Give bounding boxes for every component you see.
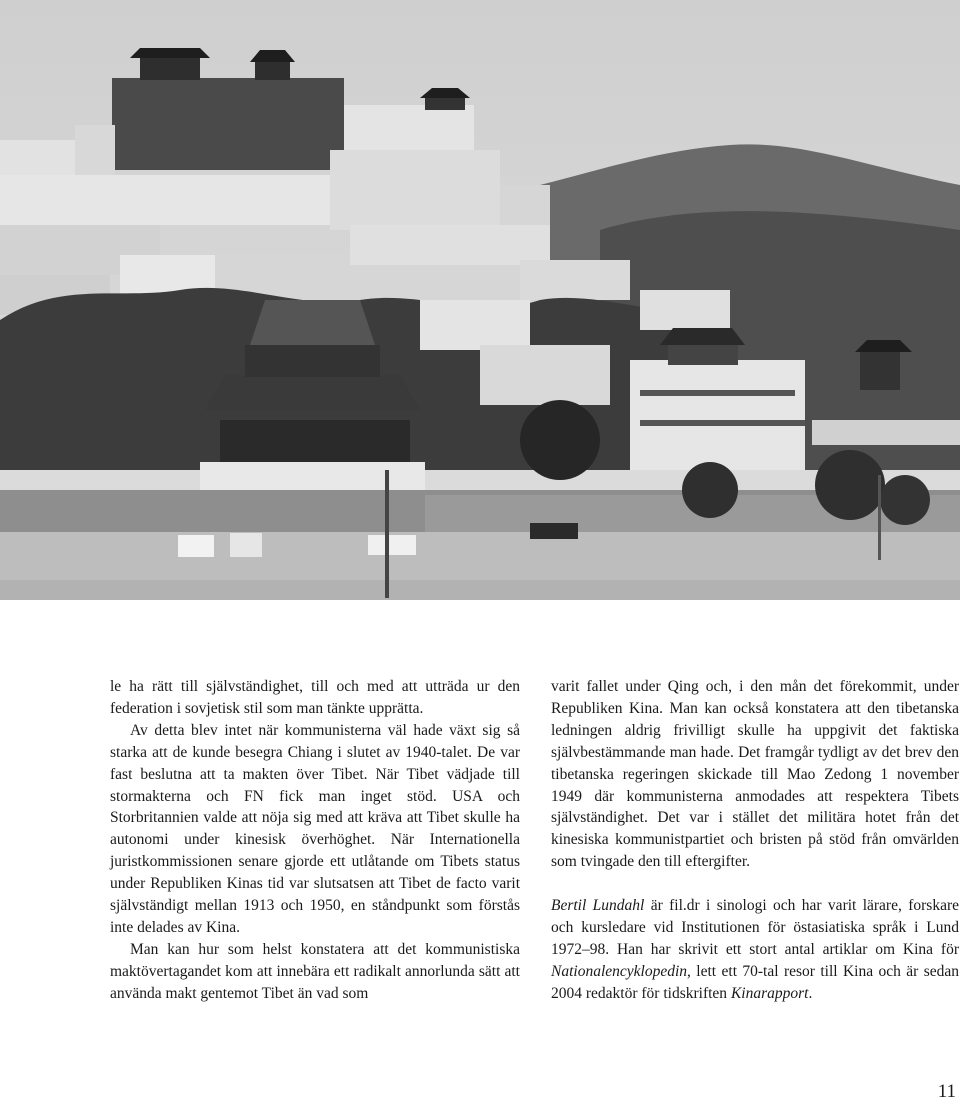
gate-pagoda	[220, 420, 410, 465]
publication-title: Kinarapport	[730, 984, 809, 1002]
right-temple	[630, 360, 805, 470]
publication-title: Nationalencyklopedin	[551, 962, 688, 980]
paragraph: varit fallet under Qing och, i den mån det förekommit, under Republiken Kina. Man kan också konstatera att den tibetanska ledningen aldrig frivilligt skulle ha uppgivit det faktiska självbestämmande man hade. Det framgår tydligt av det brev den tibetanska regeringen skickade till Mao Zedong 1 november 1949 där kommunisterna anmodades att respektera Tibets självständighet. Det var i stället det militära hotet från det kinesiska kommunistpartiet och bristen på stöd från omvärlden som tvingade den till eftergifter.	[551, 678, 959, 871]
paragraph: Av detta blev intet när kommunisterna väl hade växt sig så starka att de kunde besegra Chiang i slutet av 1940-talet. De var fast beslutna att ta makten över Tibet. När Tibet vädjade till stormakterna och FN fick man inget stöd. USA och Storbritannien valde att nöja sig med att kräva att Tibet skulle ha autonomi under kinesisk överhöghet. När Internationella juristkommissionen senare gjorde ett utlåtande om Tibets status under Republiken Kinas tid var slutsatsen att Tibet de facto varit självständigt mellan 1913 och 1950, en ståndpunkt som förstås inte delades av Kina.	[110, 721, 520, 936]
author-bio	[551, 895, 959, 1005]
paragraph: Man kan hur som helst konstatera att det kommunistiska maktövertagandet kom att innebära ett radikalt annorlunda sätt att använda makt gentemot Tibet än vad som	[110, 940, 520, 1002]
text-column-right	[551, 676, 959, 1005]
paragraph: le ha rätt till självständighet, till och med att utträda ur den federation i sovjetisk stil som man tänkte upprätta.	[110, 678, 520, 717]
page-number: 11	[937, 1081, 956, 1102]
bio-text: .	[808, 984, 813, 1002]
top-temple	[112, 78, 344, 170]
bio-text: är fil.dr i sinologi och har varit lärare, forskare och kursledare vid Institutionen för östasiatiska språk i Lund 1972–98. Han har skrivit ett stort antal artiklar om Kina för	[551, 897, 959, 958]
text-column-left	[110, 676, 520, 1005]
author-name: Bertil Lundahl	[551, 897, 645, 915]
bio-text: , lett ett 70-tal resor till Kina och är sedan 2004 redaktör för tidskriften	[551, 962, 959, 1002]
